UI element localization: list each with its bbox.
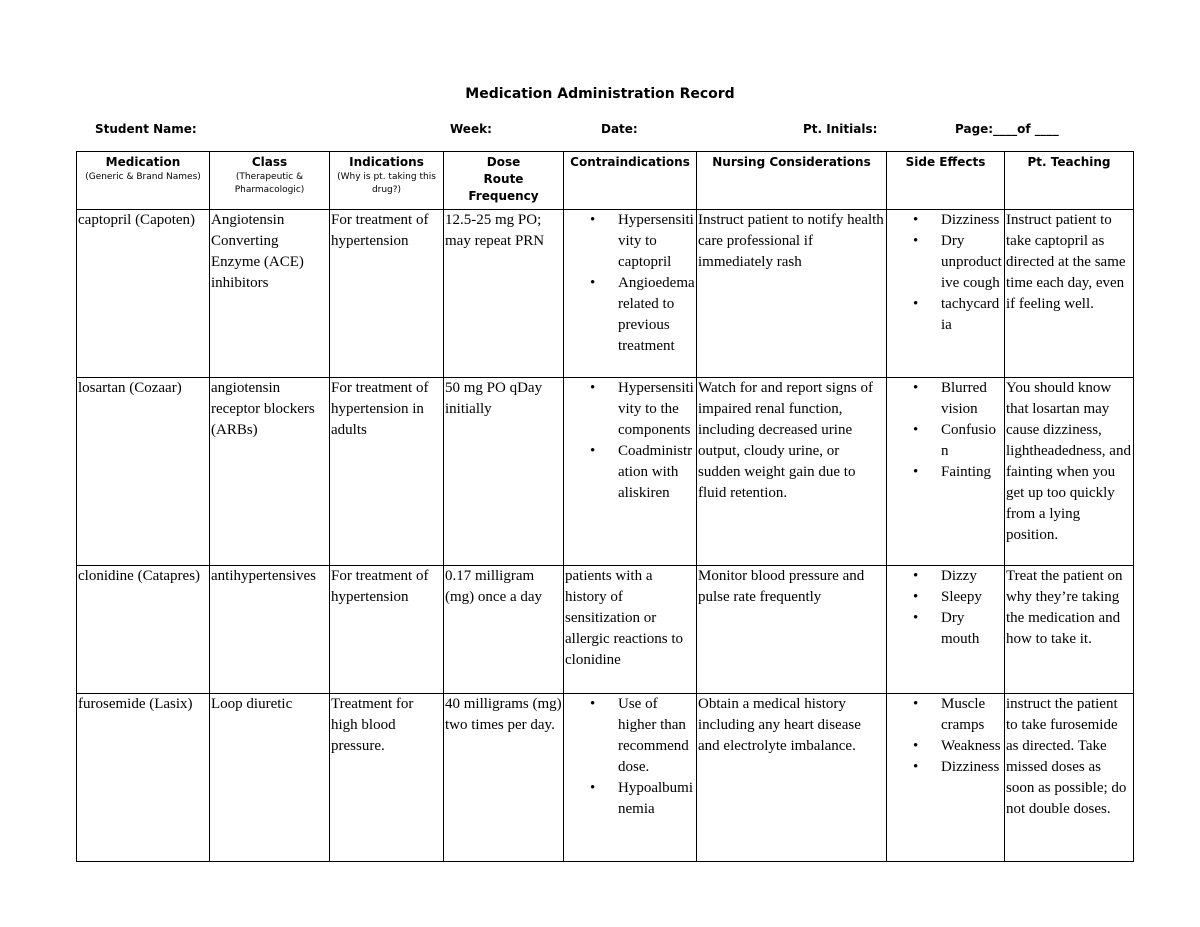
col-medication-header — [77, 152, 210, 210]
cell-contraindications — [564, 694, 697, 862]
cell-teaching: Instruct patient to take captopril as directed at the same time each day, even if feeling well. — [1005, 210, 1134, 378]
cell-teaching: You should know that losartan may cause dizziness, lightheadedness, and fainting when you get up too quickly from a lying position. — [1005, 378, 1134, 566]
cell-medication: clonidine (Catapres) — [77, 566, 210, 694]
list-item: • Fainting — [941, 462, 1003, 483]
cell-dose: 0.17 milligram (mg) once a day — [444, 566, 564, 694]
cell-indications: For treatment of hypertension — [330, 210, 444, 378]
cell-medication: losartan (Cozaar) — [77, 378, 210, 566]
cell-nursing: Instruct patient to notify health care professional if immediately rash — [697, 210, 887, 378]
cell-contraindications — [564, 378, 697, 566]
cell-teaching: Treat the patient on why they’re taking the medication and how to take it. — [1005, 566, 1134, 694]
col-indications-label: Indications — [349, 155, 424, 169]
cell-class: angiotensin receptor blockers (ARBs) — [210, 378, 330, 566]
cell-side-effects — [887, 694, 1005, 862]
col-contraindications-label: Contraindications — [570, 155, 690, 169]
cell-nursing: Watch for and report signs of impaired renal function, including decreased urine output, cloudy urine, or sudden weight gain due to fluid retention. — [697, 378, 887, 566]
table-header-row — [77, 152, 1134, 210]
col-medication-sub: (Generic & Brand Names) — [85, 172, 201, 182]
col-nursing-label: Nursing Considerations — [712, 155, 871, 169]
week-label: Week: — [450, 122, 492, 136]
page-number-label: Page:____of ____ — [955, 122, 1059, 136]
cell-indications: For treatment of hypertension — [330, 566, 444, 694]
student-name-label: Student Name: — [95, 122, 197, 136]
col-indications-sub: (Why is pt. taking this drug?) — [337, 172, 436, 195]
list-item: • Dry mouth — [941, 608, 1003, 650]
list-item: • Dizzy — [941, 566, 1003, 587]
cell-dose: 40 milligrams (mg) two times per day. — [444, 694, 564, 862]
list-item: • Coadministration with aliskiren — [618, 441, 695, 504]
col-class-label: Class — [251, 155, 288, 169]
cell-dose: 50 mg PO qDay initially — [444, 378, 564, 566]
col-nursing-header — [697, 152, 887, 210]
list-item: • Hypoalbuminemia — [618, 778, 695, 820]
list-item: • Angioedema related to previous treatment — [618, 273, 695, 357]
cell-contraindications: patients with a history of sensitization or allergic reactions to clonidine — [564, 566, 697, 694]
cell-teaching: instruct the patient to take furosemide as directed. Take missed doses as soon as possible; do not double doses. — [1005, 694, 1134, 862]
list-item: • Dizziness — [941, 210, 1003, 231]
cell-medication: furosemide (Lasix) — [77, 694, 210, 862]
col-dose-label: Dose Route Frequency — [468, 155, 539, 203]
table-row — [77, 566, 1134, 694]
col-indications-header — [330, 152, 444, 210]
col-teaching-label: Pt. Teaching — [1027, 155, 1111, 169]
col-medication-label: Medication — [105, 155, 181, 169]
list-item: • Sleepy — [941, 587, 1003, 608]
cell-class: Loop diuretic — [210, 694, 330, 862]
list-item: • Dizziness — [941, 757, 1003, 778]
pt-initials-label: Pt. Initials: — [803, 122, 878, 136]
table-row — [77, 694, 1134, 862]
col-class-sub: (Therapeutic & Pharmacologic) — [234, 172, 305, 195]
cell-class: Angiotensin Converting Enzyme (ACE) inhibitors — [210, 210, 330, 378]
cell-indications: For treatment of hypertension in adults — [330, 378, 444, 566]
col-side-effects-label: Side Effects — [905, 155, 986, 169]
cell-side-effects — [887, 566, 1005, 694]
list-item: • Use of higher than recommend dose. — [618, 694, 695, 778]
col-contraindications-header — [564, 152, 697, 210]
cell-indications: Treatment for high blood pressure. — [330, 694, 444, 862]
list-item: • Confusion — [941, 420, 1003, 462]
medication-table — [76, 151, 1134, 862]
table-row — [77, 378, 1134, 566]
list-item: • tachycardia — [941, 294, 1003, 336]
col-dose-header — [444, 152, 564, 210]
cell-side-effects — [887, 210, 1005, 378]
list-item: • Hypersensitivity to the components — [618, 378, 695, 441]
cell-class: antihypertensives — [210, 566, 330, 694]
list-item: • Blurred vision — [941, 378, 1003, 420]
col-class-header — [210, 152, 330, 210]
table-row — [77, 210, 1134, 378]
cell-side-effects — [887, 378, 1005, 566]
list-item: • Weakness — [941, 736, 1003, 757]
col-teaching-header — [1005, 152, 1134, 210]
cell-nursing: Obtain a medical history including any heart disease and electrolyte imbalance. — [697, 694, 887, 862]
list-item: • Dry unproductive cough — [941, 231, 1003, 294]
cell-medication: captopril (Capoten) — [77, 210, 210, 378]
cell-dose: 12.5-25 mg PO; may repeat PRN — [444, 210, 564, 378]
list-item: • Muscle cramps — [941, 694, 1003, 736]
cell-nursing: Monitor blood pressure and pulse rate frequently — [697, 566, 887, 694]
cell-contraindications — [564, 210, 697, 378]
date-label: Date: — [601, 122, 638, 136]
page-title: Medication Administration Record — [465, 86, 735, 102]
list-item: • Hypersensitivity to captopril — [618, 210, 695, 273]
col-side-effects-header — [887, 152, 1005, 210]
